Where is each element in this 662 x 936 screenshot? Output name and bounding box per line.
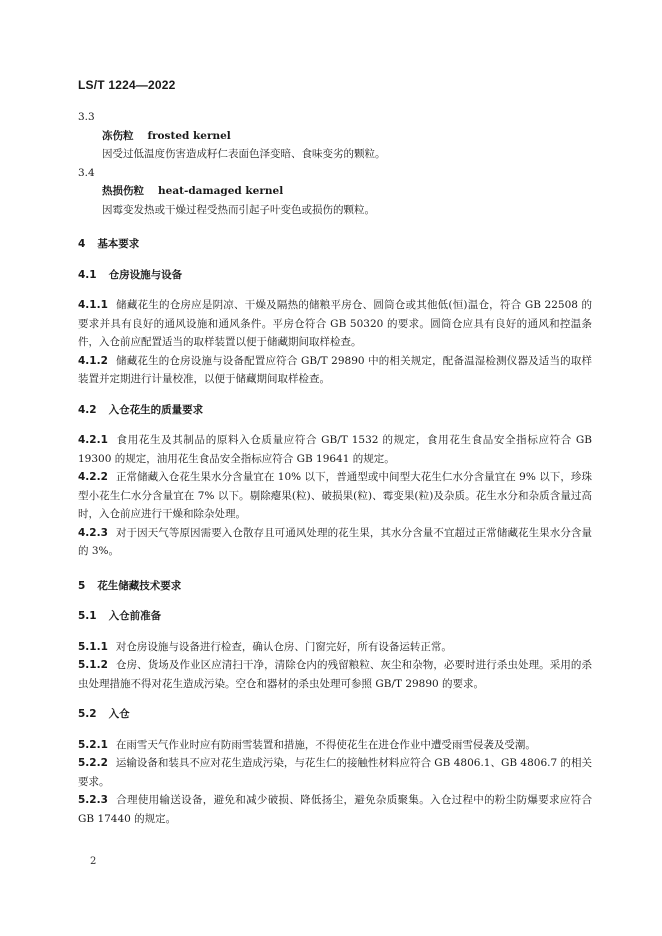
section-heading xyxy=(78,235,592,254)
subsection-number: 4.2 xyxy=(78,403,97,416)
section-title: 花生储藏技术要求 xyxy=(97,579,182,592)
standard-code: LS/T 1224—2022 xyxy=(78,78,176,92)
clause xyxy=(78,524,592,561)
section-number: 5 xyxy=(78,579,86,592)
clause-text: 对仓房设施与设备进行检查，确认仓房、门窗完好，所有设备运转正常。 xyxy=(115,640,452,653)
subsection-title: 入仓花生的质量要求 xyxy=(108,403,204,416)
clause xyxy=(78,352,592,389)
term-title xyxy=(78,182,592,201)
subsection-number: 4.1 xyxy=(78,268,97,281)
term-en: frosted kernel xyxy=(147,129,231,142)
clause xyxy=(78,431,592,468)
clause-number: 5.1.1 xyxy=(78,640,108,653)
subsection-heading xyxy=(78,266,592,285)
section-heading xyxy=(78,577,592,596)
clause-number: 5.1.2 xyxy=(78,659,108,671)
clause-text: 运输设备和装具不应对花生造成污染，与花生仁的接触性材料应符合 GB 4806.1、GB 4806.7 的相关要求。 xyxy=(78,757,592,788)
clause xyxy=(78,638,592,657)
subsection-number: 5.1 xyxy=(78,610,97,622)
clause-number: 4.2.2 xyxy=(78,471,108,483)
term-number: 3.3 xyxy=(78,111,95,123)
clause-text: 储藏花生的仓房应是阴凉、干燥及隔热的储粮平房仓、圆筒仓或其他低(恒)温仓，符合 GB 22508 的要求并具有良好的通风设施和通风条件。平房仓符合 GB 50320 的要求。圆筒仓应具有良好的通风和控温条件，入仓前应配置适当的取样装置以便于储藏期间取样检查。 xyxy=(78,299,592,348)
clause-text: 储藏花生的仓房设施与设备配置应符合 GB/T 29890 中的相关规定，配备温湿检测仪器及适当的取样装置并定期进行计量校准，以便于储藏期间取样检查。 xyxy=(78,354,592,385)
subsection-title: 仓房设施与设备 xyxy=(108,268,183,281)
clause xyxy=(78,296,592,352)
clause xyxy=(78,736,592,755)
clause-number: 4.1.2 xyxy=(78,354,108,367)
term-zh: 热损伤粒 xyxy=(102,185,144,197)
clause xyxy=(78,754,592,791)
clause xyxy=(78,656,592,693)
subsection-number: 5.2 xyxy=(78,708,97,720)
subsection-title: 入仓 xyxy=(108,708,130,720)
subsection-heading xyxy=(78,607,592,626)
clause-number: 5.2.3 xyxy=(78,794,108,806)
term-number: 3.4 xyxy=(78,166,95,179)
term-definition: 因受过低温度伤害造成籽仁表面色泽变暗、食味变劣的颗粒。 xyxy=(102,148,386,160)
clause-number: 4.1.1 xyxy=(78,299,108,311)
clause-text: 仓房、货场及作业区应清扫干净，清除仓内的残留粮粒、灰尘和杂物，必要时进行杀虫处理。采用的杀虫处理措施不得对花生造成污染。空仓和器材的杀虫处理可参照 GB/T 29890 的要求。 xyxy=(78,659,592,690)
clause-text: 在雨雪天气作业时应有防雨雪装置和措施，不得使花生在进仓作业中遭受雨雪侵袭及受潮。 xyxy=(115,738,536,751)
clause-text: 对于因天气等原因需要入仓散存且可通风处理的花生果，其水分含量不宜超过正常储藏花生果水分含量的 3%。 xyxy=(78,526,592,557)
clause-text: 食用花生及其制品的原料入仓质量应符合 GB/T 1532 的规定，食用花生食品安全指标应符合 GB 19300 的规定，油用花生食品安全指标应符合 GB 19641 的规定。 xyxy=(78,434,592,465)
clause-number: 4.2.3 xyxy=(78,526,108,539)
term-en: heat-damaged kernel xyxy=(158,185,284,197)
subsection-heading xyxy=(78,401,592,420)
clause-number: 4.2.1 xyxy=(78,434,108,446)
clause xyxy=(78,468,592,524)
document-body xyxy=(78,108,592,828)
term-title xyxy=(78,127,592,146)
clause-text: 合理使用输送设备，避免和减少破损、降低扬尘，避免杂质聚集。入仓过程中的粉尘防爆要求应符合 GB 17440 的规定。 xyxy=(78,794,592,825)
clause-text: 正常储藏入仓花生果水分含量宜在 10% 以下，普通型或中间型大花生仁水分含量宜在 9% 以下，珍珠型小花生仁水分含量宜在 7% 以下。剔除瘪果(粒)、破损果(粒)、霉变果(粒)及杂质。花生水分和杂质含量过高时，入仓前应进行干燥和除杂处理。 xyxy=(78,471,592,520)
clause-number: 5.2.1 xyxy=(78,738,108,751)
section-number: 4 xyxy=(78,238,86,250)
clause-number: 5.2.2 xyxy=(78,757,108,769)
section-title: 基本要求 xyxy=(97,238,140,250)
subsection-title: 入仓前准备 xyxy=(108,610,162,622)
clause xyxy=(78,791,592,828)
term-definition: 因霉变发热或干燥过程受热而引起子叶变色或损伤的颗粒。 xyxy=(102,203,375,216)
term-zh: 冻伤粒 xyxy=(102,129,134,142)
page-number: 2 xyxy=(90,856,97,867)
subsection-heading xyxy=(78,705,592,724)
